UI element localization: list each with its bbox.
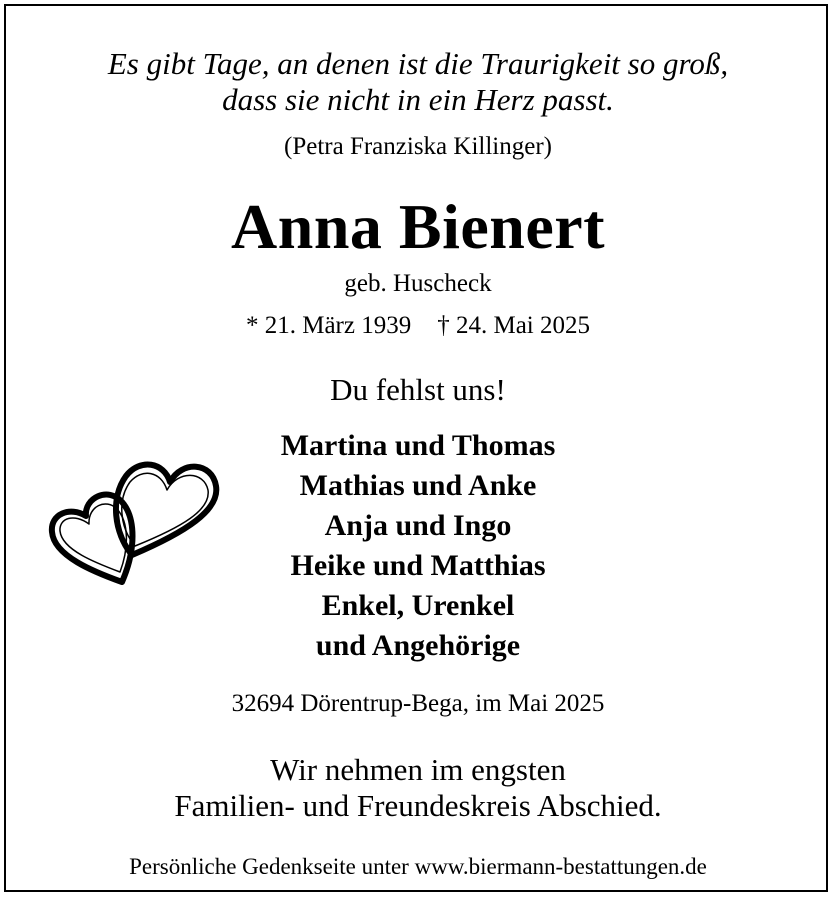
family-member: Anja und Ingo xyxy=(324,509,512,542)
deceased-name: Anna Bienert xyxy=(231,191,605,262)
quote-author: (Petra Franziska Killinger) xyxy=(284,133,552,160)
place-date: 32694 Dörentrup-Bega, im Mai 2025 xyxy=(231,690,605,717)
family-member: und Angehörige xyxy=(315,629,521,662)
message-text: Du fehlst uns! xyxy=(330,372,506,407)
quote-line-1: Es gibt Tage, an denen ist die Traurigkeit so groß, xyxy=(107,46,729,81)
quote-line-2: dass sie nicht in ein Herz passt. xyxy=(222,82,614,117)
birth-date: * 21. März 1939 xyxy=(245,312,412,339)
family-member: Enkel, Urenkel xyxy=(321,589,515,622)
family-member: Martina und Thomas xyxy=(280,429,556,462)
family-member: Mathias und Anke xyxy=(299,469,537,502)
farewell-line-1: Wir nehmen im engsten xyxy=(270,752,566,787)
death-date: † 24. Mai 2025 xyxy=(437,312,591,339)
two-hearts-icon xyxy=(44,458,224,588)
family-member: Heike und Matthias xyxy=(290,549,546,582)
life-dates xyxy=(0,313,836,338)
farewell-line-2: Familien- und Freundeskreis Abschied. xyxy=(174,788,662,823)
memorial-page-footer: Persönliche Gedenkseite unter www.biermann-bestattungen.de xyxy=(129,854,707,879)
birth-name: geb. Huscheck xyxy=(344,270,492,297)
